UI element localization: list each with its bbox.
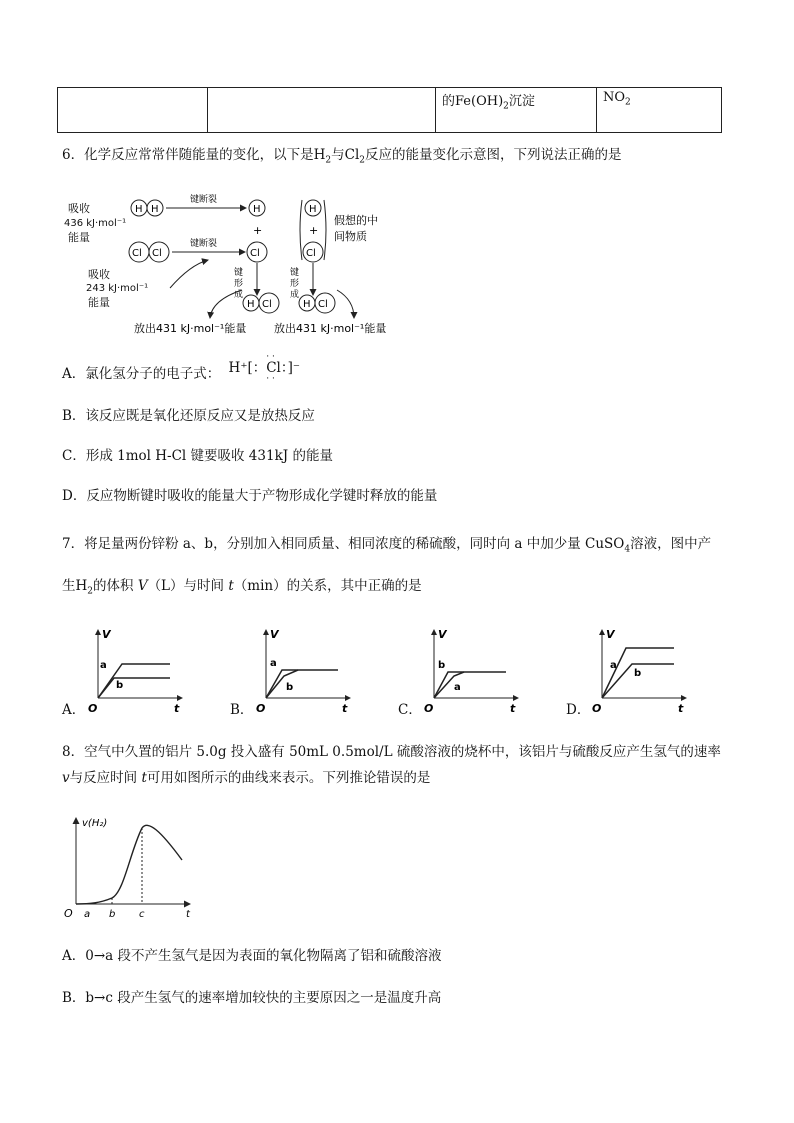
q7-graph <box>88 626 188 718</box>
svg-text:键: 键 <box>290 268 300 278</box>
svg-text:H: H <box>253 204 261 215</box>
q7-option-letter: C． <box>398 702 422 718</box>
q8-option-a[interactable]: A．0→a 段不产生氢气是因为表面的氧化物隔离了铝和硫酸溶液 <box>62 948 442 964</box>
v-axis-label: V <box>270 628 279 641</box>
t-axis-label: t <box>186 909 190 920</box>
q7-graph <box>424 626 524 718</box>
curve-upper <box>98 664 170 698</box>
tick-b: b <box>109 909 116 920</box>
question-8-line-1: 8．空气中久置的铝片 5.0g 投入盛有 50mL 0.5mol/L 硫酸溶液的烧杯中，该铝片与硫酸反应产生氢气的速率 <box>62 744 721 760</box>
curve-upper <box>434 672 506 698</box>
q7-graph <box>592 626 692 718</box>
t-axis-label: t <box>510 702 516 715</box>
tick-a: a <box>84 909 91 920</box>
svg-text:形: 形 <box>234 279 244 289</box>
electron-formula: H⁺[： · · Cl · · ：]⁻ <box>228 352 301 384</box>
question-8-line-2: v与反应时间 t可用如图所示的曲线来表示。下列推论错误的是 <box>62 770 431 786</box>
hypothetical-label-2: 间物质 <box>334 230 367 243</box>
svg-text:Cl: Cl <box>262 299 272 310</box>
rate-curve <box>76 825 182 904</box>
q7-graph <box>256 626 356 718</box>
svg-text:Cl: Cl <box>318 299 328 310</box>
origin-label: O <box>592 702 602 715</box>
question-6-stem: 6．化学反应常常伴随能量的变化，以下是$H_2$与$Cl_2$反应的能量变化示意图，下列说法正确的是 <box>62 147 622 166</box>
svg-text:成: 成 <box>290 290 300 300</box>
release-label-1: 放出431 kJ·mol⁻¹能量 <box>134 322 247 335</box>
svg-text:形: 形 <box>290 279 300 289</box>
q7-option-letter: D． <box>566 702 591 718</box>
answer-table <box>57 87 722 133</box>
v-axis-label: V <box>102 628 111 641</box>
svg-text:+: + <box>309 224 319 237</box>
energy-436: 436 kJ·mol⁻¹ <box>64 218 127 229</box>
cl2-molecule <box>129 242 169 262</box>
q6-option-d[interactable]: D．反应物断键时吸收的能量大于产物形成化学键时释放的能量 <box>62 488 438 504</box>
curve-lower <box>98 678 170 698</box>
break-label-2: 键断裂 <box>190 239 218 249</box>
curve-upper-label: a <box>610 660 617 671</box>
energy-label-1: 能量 <box>68 231 90 244</box>
curve-lower-label: b <box>116 680 124 691</box>
origin-label: O <box>64 907 73 920</box>
table-row <box>58 88 722 133</box>
q8-option-b[interactable]: B．b→c 段产生氢气的速率增加较快的主要原因之一是温度升高 <box>62 990 442 1006</box>
tick-c: c <box>139 909 145 920</box>
absorb-label-2: 吸收 <box>88 268 110 281</box>
question-7-line-2: 生$H_2$的体积 V（L）与时间 t（min）的关系，其中正确的是 <box>62 578 422 597</box>
curve-upper-label: a <box>270 658 277 669</box>
table-cell-4: $NO_2$ <box>597 88 722 133</box>
q6-option-c[interactable]: C．形成 1mol H-Cl 键要吸收 431kJ 的能量 <box>62 448 333 464</box>
svg-text:H: H <box>151 204 159 215</box>
svg-text:Cl: Cl <box>132 248 142 259</box>
q6-option-b[interactable]: B．该反应既是氧化还原反应又是放热反应 <box>62 408 315 424</box>
t-axis-label: t <box>342 702 348 715</box>
v-axis-label: V <box>606 628 615 641</box>
q6-option-a[interactable]: A．氯化氢分子的电子式： H⁺[： · · Cl · · ：]⁻ <box>62 352 301 384</box>
break-label-1: 键断裂 <box>190 195 218 205</box>
curve-lower-label: a <box>454 682 461 693</box>
h2-molecule <box>131 200 163 216</box>
svg-text:键: 键 <box>234 268 244 278</box>
svg-text:H: H <box>135 204 143 215</box>
origin-label: O <box>88 702 98 715</box>
table-cell-2 <box>208 88 436 133</box>
svg-text:Cl: Cl <box>152 248 162 259</box>
table-cell-1 <box>58 88 208 133</box>
origin-label: O <box>256 702 266 715</box>
table-cell-3: 的$Fe(OH)_2$沉淀 <box>436 88 597 133</box>
question-7-line-1: 7．将足量两份锌粉 a、b，分别加入相同质量、相同浓度的稀硫酸，同时向 a 中加少量 CuSO$_4$溶液，图中产 <box>62 536 712 555</box>
y-axis-label: v(H₂) <box>82 818 108 829</box>
curve-lower <box>266 670 298 698</box>
svg-text:+: + <box>253 224 263 237</box>
t-axis-label: t <box>174 702 180 715</box>
origin-label: O <box>424 702 434 715</box>
t-axis-label: t <box>678 702 684 715</box>
rate-time-graph <box>60 812 200 922</box>
curve-upper-label: b <box>438 660 446 671</box>
svg-text:Cl: Cl <box>306 248 316 259</box>
svg-text:Cl: Cl <box>250 248 260 259</box>
curve-lower-label: b <box>634 668 642 679</box>
curve-lower-label: b <box>286 682 294 693</box>
svg-text:成: 成 <box>234 290 244 300</box>
svg-text:H: H <box>247 299 255 310</box>
energy-diagram <box>62 190 402 338</box>
v-axis-label: V <box>438 628 447 641</box>
release-label-2: 放出431 kJ·mol⁻¹能量 <box>274 322 387 335</box>
q7-option-letter: B． <box>230 702 254 718</box>
q7-option-letter: A． <box>62 702 86 718</box>
curve-upper-label: a <box>100 660 107 671</box>
absorb-label-1: 吸收 <box>68 202 90 215</box>
energy-label-2: 能量 <box>88 296 110 309</box>
svg-text:H: H <box>309 204 317 215</box>
svg-text:H: H <box>303 299 311 310</box>
energy-243: 243 kJ·mol⁻¹ <box>86 283 149 294</box>
hypothetical-label-1: 假想的中 <box>334 214 378 227</box>
